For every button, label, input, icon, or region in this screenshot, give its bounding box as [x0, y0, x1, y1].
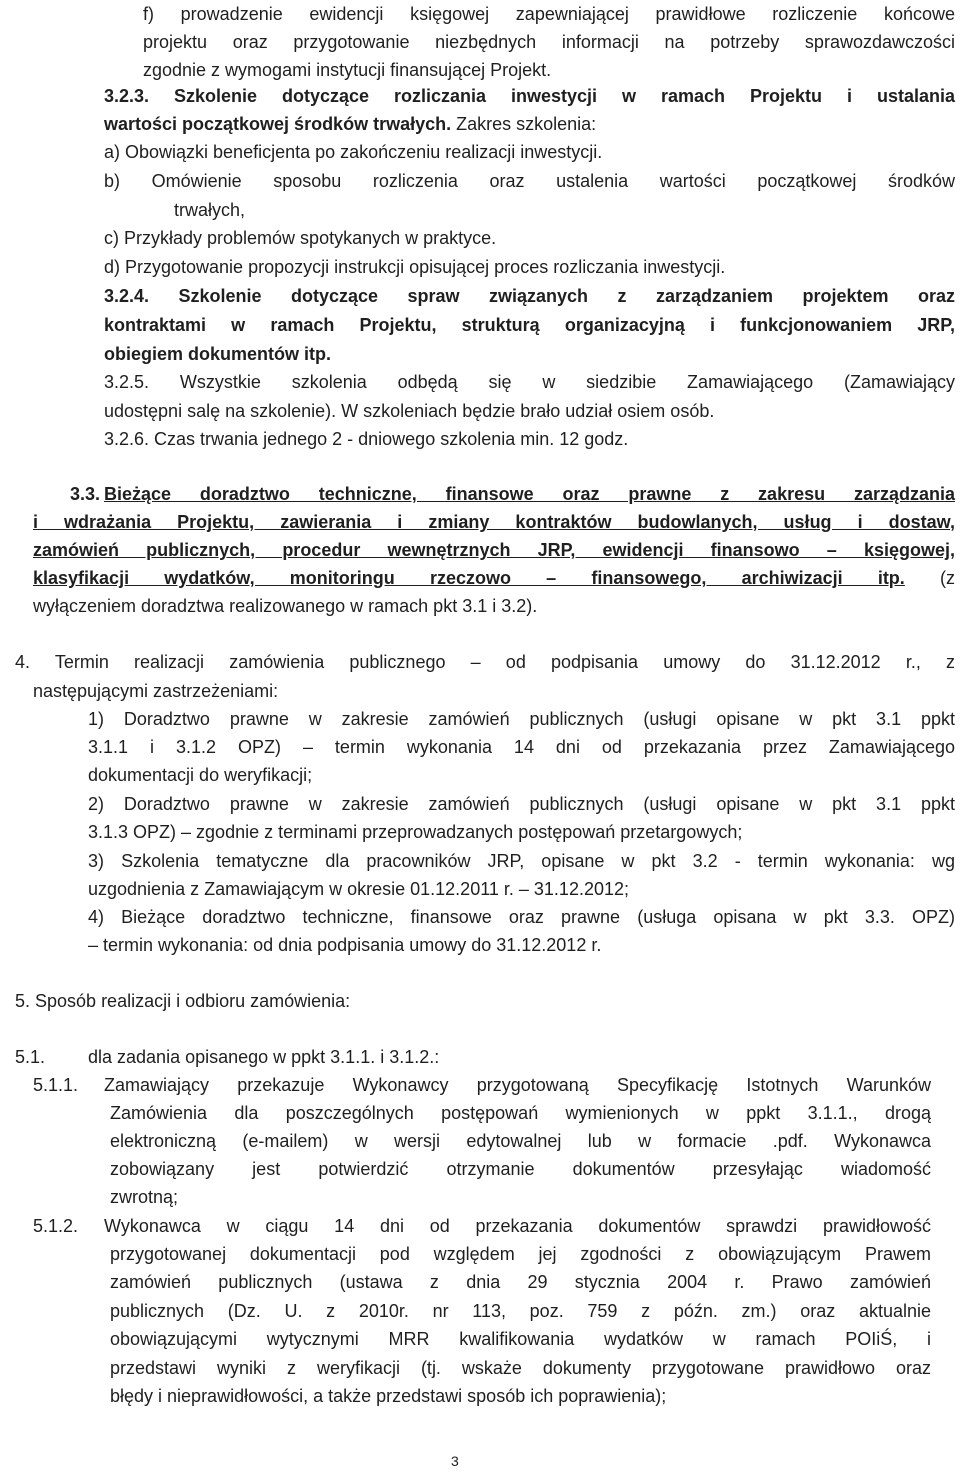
item-4-1-end: dokumentacji do weryfikacji; — [88, 765, 313, 785]
item-4-2-cont: 3.1.3 OPZ) – zgodnie z terminami przeprowadzanych postępowań przetargowych; — [88, 822, 743, 842]
section-number-5-1-2: 5.1.2. — [33, 1216, 79, 1236]
section-5-1-1-cont: zobowiązany jest potwierdzić otrzymanie dokumentów przesyłając wiadomość — [110, 1159, 931, 1179]
section-number-3-3: 3.3. — [70, 484, 101, 504]
section-heading-3-2-3-cont — [104, 110, 596, 138]
list-item-d: d) Przygotowanie propozycji instrukcji opisującej proces rozliczania inwestycji. — [104, 257, 726, 277]
paragraph-5: 5. Sposób realizacji i odbioru zamówienia: — [15, 991, 351, 1011]
paragraph-line: zgodnie z wymogami instytucji finansującej Projekt. — [143, 60, 552, 80]
section-number-5-1: 5.1. — [15, 1047, 46, 1067]
section-heading-3-2-4-cont: kontraktami w ramach Projektu, strukturą organizacyjną i funkcjonowaniem JRP, — [104, 315, 955, 335]
item-4-1-cont: 3.1.1 i 3.1.2 OPZ) – termin wykonania 14 dni od przekazania przez Zamawiającego — [88, 737, 955, 757]
section-5-1-2-cont: zamówień publicznych (ustawa z dnia 29 stycznia 2004 r. Prawo zamówień — [110, 1272, 931, 1292]
list-item-b-cont: trwałych, — [174, 200, 246, 220]
item-4-4-cont: – termin wykonania: od dnia podpisania umowy do 31.12.2012 r. — [88, 935, 602, 955]
section-5-1-2-cont: przedstawi wyniki z weryfikacji (tj. wskaże dokumenty przygotowane prawidłowo oraz — [110, 1358, 931, 1378]
list-item-b: b) Omówienie sposobu rozliczenia oraz ustalenia wartości początkowej środków — [104, 171, 955, 191]
section-number-5-1-1: 5.1.1. — [33, 1075, 79, 1095]
paragraph-3-2-6: 3.2.6. Czas trwania jednego 2 - dniowego szkolenia min. 12 godz. — [104, 429, 629, 449]
section-5-1-1-end: zwrotną; — [110, 1187, 179, 1207]
section-heading-3-3-line3: zamówień publicznych, procedur wewnętrznych JRP, ewidencji finansowo – księgowej, — [33, 540, 955, 560]
section-5-1-2-cont: przygotowanej dokumentacji pod względem jej zgodności z obowiązującym Prawem — [110, 1244, 931, 1264]
plain-text: (z — [904, 568, 955, 588]
section-5-1-2-cont: obowiązującymi wytycznymi MRR kwalifikowania wydatków w ramach POIiŚ, i — [110, 1329, 931, 1349]
paragraph-line: projektu oraz przygotowanie niezbędnych informacji na potrzeby sprawozdawczości — [143, 32, 955, 52]
section-5-1-1-cont: elektroniczną (e-mailem) w wersji edytowalnej lub w formacie .pdf. Wykonawca — [110, 1131, 931, 1151]
plain-text: Zakres szkolenia: — [451, 114, 597, 134]
section-5-1-1: Zamawiający przekazuje Wykonawcy przygotowaną Specyfikację Istotnych Warunków — [104, 1075, 931, 1095]
item-4-3: 3) Szkolenia tematyczne dla pracowników JRP, opisane w pkt 3.2 - termin wykonania: wg — [88, 851, 955, 871]
section-heading-3-2-4-end: obiegiem dokumentów itp. — [104, 344, 332, 364]
paragraph-3-2-5-cont: udostępni salę na szkolenie). W szkoleniach będzie brało udział osiem osób. — [104, 401, 715, 421]
paragraph-4-cont: następującymi zastrzeżeniami: — [33, 681, 279, 701]
list-item-a: a) Obowiązki beneficjenta po zakończeniu realizacji inwestycji. — [104, 142, 603, 162]
section-heading-3-3-line4 — [33, 564, 955, 592]
paragraph-line: f) prowadzenie ewidencji księgowej zapewniającej prawidłowe rozliczenie końcowe — [143, 4, 955, 24]
paragraph-3-2-5: 3.2.5. Wszystkie szkolenia odbędą się w siedzibie Zamawiającego (Zamawiający — [104, 372, 955, 392]
item-4-3-cont: uzgodnienia z Zamawiającym w okresie 01.12.2011 r. – 31.12.2012; — [88, 879, 629, 899]
bold-text: wartości początkowej środków trwałych. — [104, 114, 452, 134]
section-5-1-2: Wykonawca w ciągu 14 dni od przekazania dokumentów sprawdzi prawidłowość — [104, 1216, 931, 1236]
section-5-1: dla zadania opisanego w ppkt 3.1.1. i 3.1.2.: — [88, 1047, 440, 1067]
list-item-c: c) Przykłady problemów spotykanych w praktyce. — [104, 228, 497, 248]
item-4-1: 1) Doradztwo prawne w zakresie zamówień publicznych (usługi opisane w pkt 3.1 ppkt — [88, 709, 955, 729]
underlined-text: klasyfikacji wydatków, monitoringu rzeczowo – finansowego, archiwizacji itp. — [33, 568, 905, 588]
paragraph-4: 4. Termin realizacji zamówienia publicznego – od podpisania umowy do 31.12.2012 r., z — [15, 652, 955, 672]
item-4-2: 2) Doradztwo prawne w zakresie zamówień publicznych (usługi opisane w pkt 3.1 ppkt — [88, 794, 955, 814]
section-heading-3-3-line5: wyłączeniem doradztwa realizowanego w ramach pkt 3.1 i 3.2). — [33, 596, 538, 616]
section-heading-3-3: Bieżące doradztwo techniczne, finansowe oraz prawne z zakresu zarządzania — [104, 484, 955, 504]
section-5-1-2-cont: publicznych (Dz. U. z 2010r. nr 113, poz. 759 z późn. zm.) oraz aktualnie — [110, 1301, 931, 1321]
section-5-1-2-end: błędy i nieprawidłowości, a także przedstawi sposób ich poprawienia); — [110, 1386, 667, 1406]
item-4-4: 4) Bieżące doradztwo techniczne, finansowe oraz prawne (usługa opisana w pkt 3.3. OPZ) — [88, 907, 955, 927]
page-number: 3 — [451, 1453, 459, 1469]
section-heading-3-3-line2: i wdrażania Projektu, zawierania i zmiany kontraktów budowlanych, usług i dostaw, — [33, 512, 955, 532]
section-5-1-1-cont: Zamówienia dla poszczególnych postępowań wymienionych w ppkt 3.1.1., drogą — [110, 1103, 931, 1123]
section-heading-3-2-4: 3.2.4. Szkolenie dotyczące spraw związanych z zarządzaniem projektem oraz — [104, 286, 955, 306]
section-heading-3-2-3: 3.2.3. Szkolenie dotyczące rozliczania inwestycji w ramach Projektu i ustalania — [104, 86, 955, 106]
